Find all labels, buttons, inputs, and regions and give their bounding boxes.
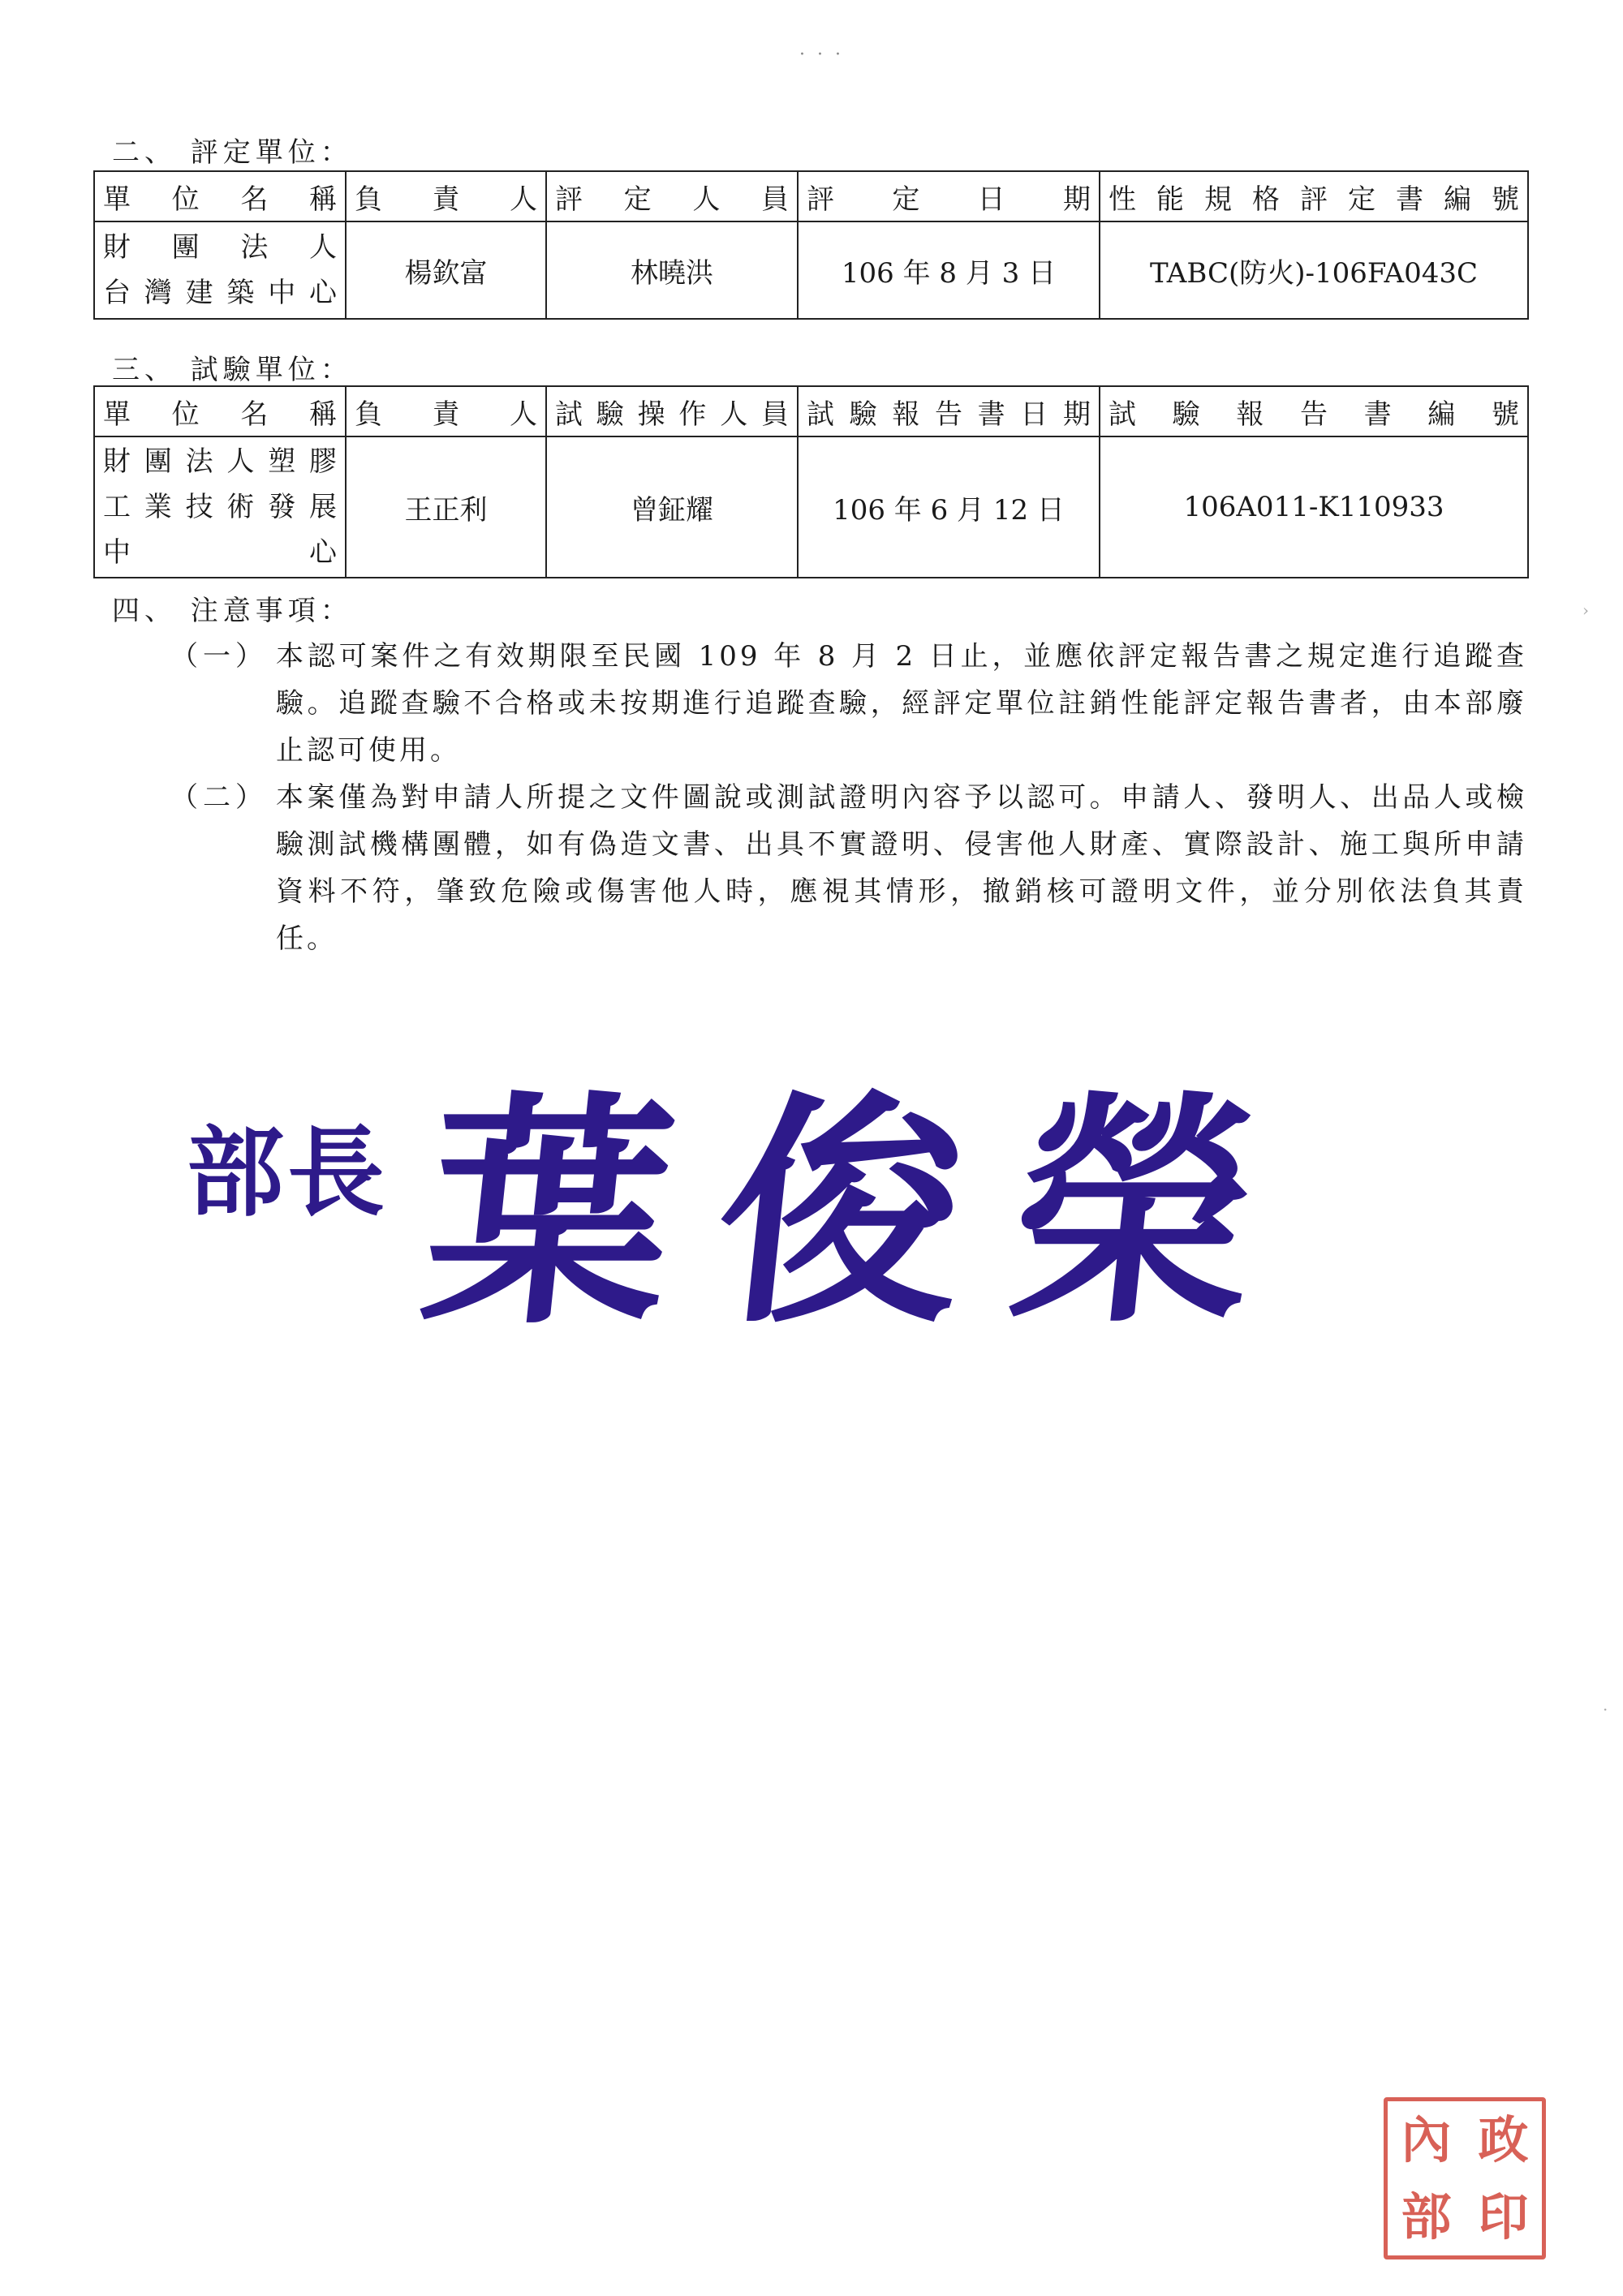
- evaluator-cell: 林曉洪: [546, 221, 798, 319]
- section-title-notes: 四、 注意事項：: [112, 595, 353, 627]
- testing-unit-table: [93, 385, 1529, 578]
- header-label: 性 能 規 格 評 定 書 編 號: [1109, 183, 1519, 216]
- header-cell: [94, 386, 346, 436]
- note-number: （一）: [170, 640, 268, 673]
- table-row: [94, 221, 1528, 319]
- seal-char: 部: [1401, 2186, 1452, 2247]
- unit-name-line: 中 心: [103, 536, 337, 569]
- unit-name-line: 台 灣 建 築 中 心: [103, 277, 337, 309]
- note-text: 本案僅為對申請人所提之文件圖說或測試證明內容予以認可。申請人、發明人、出品人或檢驗測試機構團體，如有偽造文書、出具不實證明、侵害他人財產、實際設計、施工與所申請資料不符，肇致危險或傷害他人時，應視其情形，撤銷核可證明文件，並分別依法負其責任。: [276, 781, 1527, 955]
- header-cell: [1100, 386, 1528, 436]
- unit-name-line: 財 團 法 人 塑 膠: [103, 445, 337, 478]
- unit-name-cell: [94, 436, 346, 578]
- header-cell: [1100, 171, 1528, 221]
- person-in-charge-cell: 楊欽富: [346, 221, 546, 319]
- scan-artifact: · · ·: [799, 45, 844, 65]
- unit-name-line: 工 業 技 術 發 展: [103, 491, 337, 523]
- header-cell: [546, 386, 798, 436]
- signature-name: 葉俊榮: [412, 1069, 1320, 1356]
- official-seal: [1384, 2097, 1546, 2259]
- edge-artifact: ›: [1582, 600, 1589, 620]
- unit-name-cell: [94, 221, 346, 319]
- note-item: [170, 633, 1527, 774]
- header-label: 單 位 名 稱: [103, 183, 337, 216]
- header-cell: [546, 171, 798, 221]
- edge-artifact: ·: [1603, 1700, 1608, 1719]
- seal-char: 內: [1401, 2109, 1452, 2169]
- unit-name-line: 財 團 法 人: [103, 231, 337, 264]
- report-number-cell: 106A011-K110933: [1100, 436, 1528, 578]
- header-cell: [798, 386, 1100, 436]
- header-label: 單 位 名 稱: [103, 398, 337, 431]
- seal-char: 印: [1478, 2186, 1529, 2247]
- report-date-cell: 106 年 6 月 12 日: [798, 436, 1100, 578]
- person-in-charge-cell: 王正利: [346, 436, 546, 578]
- note-item: [170, 774, 1527, 962]
- seal-char: 政: [1478, 2109, 1529, 2169]
- evaluation-date-cell: 106 年 8 月 3 日: [798, 221, 1100, 319]
- note-number: （二）: [170, 781, 268, 814]
- table-header-row: [94, 171, 1528, 221]
- header-label: 試 驗 操 作 人 員: [555, 398, 789, 431]
- header-label: 評 定 人 員: [555, 183, 789, 216]
- evaluation-doc-number-cell: TABC(防火)-106FA043C: [1100, 221, 1528, 319]
- header-cell: [346, 171, 546, 221]
- header-label: 負 責 人: [355, 398, 537, 431]
- header-cell: [798, 171, 1100, 221]
- section-title-testing-unit: 三、 試驗單位：: [112, 354, 353, 386]
- note-text: 本認可案件之有效期限至民國 109 年 8 月 2 日止，並應依評定報告書之規定進行追蹤查驗。追蹤查驗不合格或未按期進行追蹤查驗，經評定單位註銷性能評定報告書者，由本部廢止認可使用。: [276, 640, 1527, 767]
- evaluation-unit-table: [93, 170, 1529, 320]
- header-cell: [346, 386, 546, 436]
- table-header-row: [94, 386, 1528, 436]
- header-label: 試 驗 報 告 書 日 期: [807, 398, 1091, 431]
- table-row: [94, 436, 1528, 578]
- header-label: 評 定 日 期: [807, 183, 1091, 216]
- header-label: 試 驗 報 告 書 編 號: [1109, 398, 1519, 431]
- section-title-evaluation-unit: 二、 評定單位：: [112, 136, 353, 169]
- operator-cell: 曾鉦耀: [546, 436, 798, 578]
- header-label: 負 責 人: [355, 183, 537, 216]
- header-cell: [94, 171, 346, 221]
- signature-title: 部長: [187, 1116, 388, 1230]
- notes-list: [170, 633, 1527, 962]
